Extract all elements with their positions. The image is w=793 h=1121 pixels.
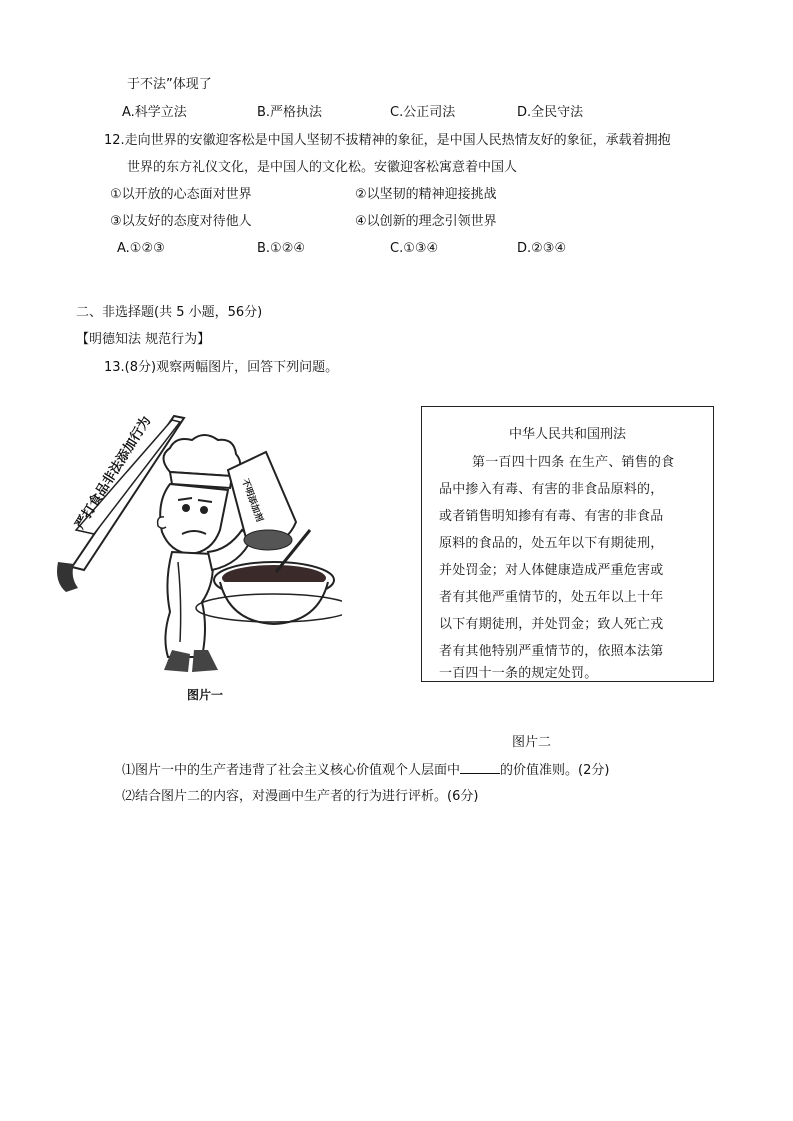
can-text: 不明添加剂 — [239, 477, 264, 524]
q11-option-c: C.公正司法 — [390, 105, 456, 120]
q13-stem: 13.(8分)观察两幅图片，回答下列问题。 — [104, 360, 339, 375]
section-heading: 二、非选择题(共 5 小题，56分) — [76, 305, 263, 320]
q11-option-d: D.全民守法 — [517, 105, 584, 120]
law-line: 者有其他特别严重情节的，依照本法第 — [439, 644, 664, 659]
law-line: 者有其他严重情节的，处五年以上十年 — [439, 590, 664, 605]
q13-sub1-text-a: ⑴图片一中的生产者违背了社会主义核心价值观个人层面中 — [122, 763, 461, 778]
law-line: 第一百四十四条 在生产、销售的食 — [472, 455, 675, 470]
q11-option-b: B.严格执法 — [257, 105, 323, 120]
q12-item-2: ②以坚韧的精神迎接挑战 — [355, 187, 497, 202]
q12-option-b: B.①②④ — [257, 241, 306, 256]
law-line: 品中掺入有毒、有害的非食品原料的， — [439, 482, 664, 497]
q13-sub2: ⑵结合图片二的内容，对漫画中生产者的行为进行评析。(6分) — [122, 789, 479, 804]
law-line: 原料的食品的，处五年以下有期徒刑， — [439, 536, 664, 551]
picture-1-caption: 图片一 — [187, 688, 224, 702]
q12-stem-line2: 世界的东方礼仪文化，是中国人的文化松。安徽迎客松寓意着中国人 — [127, 160, 518, 175]
cartoon-illustration — [52, 412, 342, 682]
banner-text: 严打食品非法添加行为 — [72, 413, 155, 533]
q12-item-3: ③以友好的态度对待他人 — [110, 214, 252, 229]
q12-stem-line1: 12.走向世界的安徽迎客松是中国人坚韧不拔精神的象征，是中国人民热情友好的象征，承载着拥抱 — [104, 133, 671, 148]
law-line: 并处罚金；对人体健康造成严重危害或 — [439, 563, 664, 578]
q11-option-a: A.科学立法 — [122, 105, 187, 120]
law-line: 或者销售明知掺有有毒、有害的非食品 — [439, 509, 664, 524]
picture-2-caption: 图片二 — [512, 735, 552, 750]
q13-sub1-text-b: 的价值准则。(2分) — [500, 763, 610, 778]
q12-option-c: C.①③④ — [390, 241, 439, 256]
q12-item-4: ④以创新的理念引领世界 — [355, 214, 497, 229]
q12-option-d: D.②③④ — [517, 241, 567, 256]
q12-item-1: ①以开放的心态面对世界 — [110, 187, 252, 202]
q13-sub1-blank[interactable] — [460, 761, 500, 774]
q13-sub1 — [122, 761, 609, 780]
law-line: 以下有期徒刑，并处罚金；致人死亡戎 — [439, 617, 664, 632]
q12-option-a: A.①②③ — [117, 241, 165, 256]
section-subheading: 【明德知法 规范行为】 — [76, 332, 211, 347]
criminal-law-box — [421, 406, 714, 682]
q11-stem-tail: 于不法”体现了 — [127, 77, 212, 92]
law-title: 中华人民共和国刑法 — [508, 427, 626, 442]
law-line: 一百四十一条的规定处罚。 — [439, 666, 598, 681]
